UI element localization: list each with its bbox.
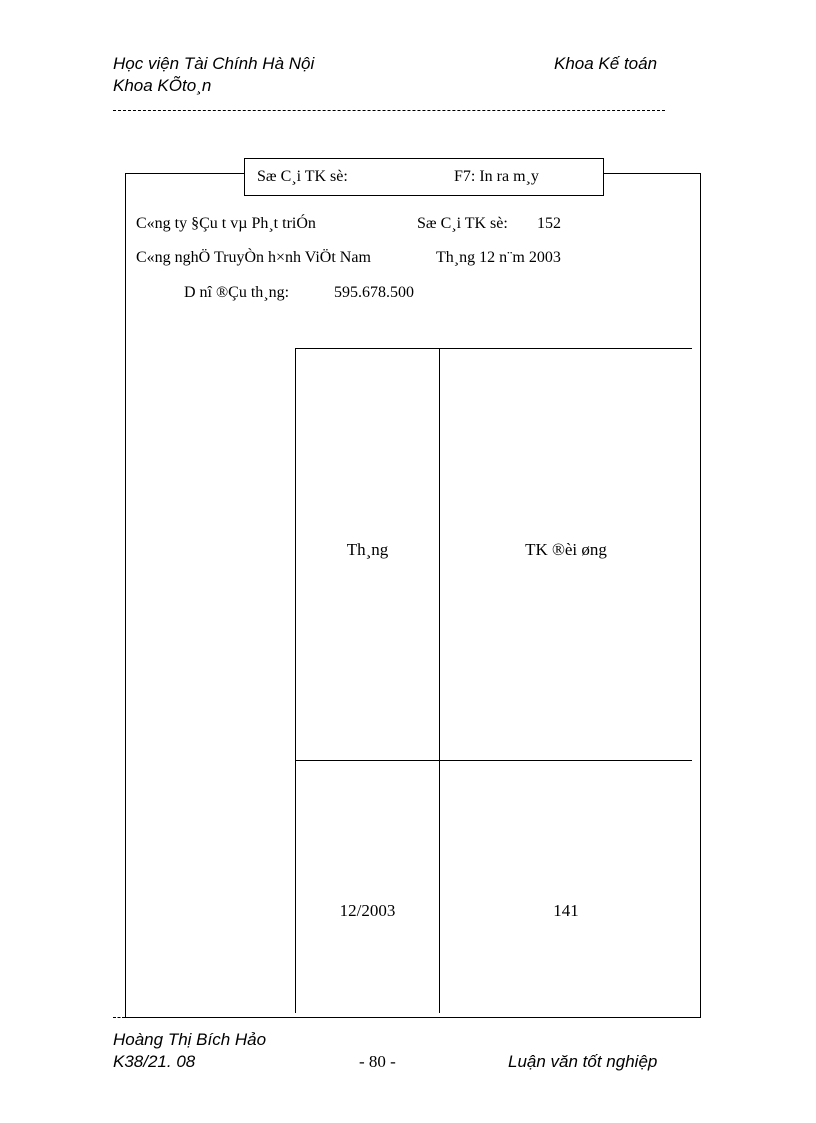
frame-left-border	[125, 173, 126, 1018]
account-number: 152	[537, 215, 561, 232]
account-label: Sæ C¸i TK sè:	[417, 215, 508, 232]
footer-divider	[113, 1017, 125, 1018]
company-name-line2: C«ng nghÖ TruyÒn h×nh ViÖt Nam	[136, 249, 371, 266]
opening-balance-value: 595.678.500	[334, 284, 414, 301]
table-cell-contra-account: 141	[553, 901, 579, 920]
column-header-month: Th¸ng	[346, 540, 389, 559]
frame-bottom-border	[125, 1017, 701, 1018]
header-department: Khoa KÕto¸n	[113, 76, 212, 95]
header-school: Học viện Tài Chính Hà Nội	[113, 54, 315, 73]
page-number: - 80 -	[359, 1052, 396, 1071]
table-top-border	[295, 348, 692, 349]
frame-top-right	[604, 173, 701, 174]
title-print-option: F7: In ra m¸y	[454, 168, 539, 185]
column-header-contra-account: TK ®èi øng	[525, 540, 607, 559]
frame-right-border	[700, 173, 701, 1018]
title-ledger-label: Sæ C¸i TK sè:	[257, 168, 348, 185]
footer-thesis: Luận văn tốt nghiệp	[508, 1052, 658, 1071]
header-divider	[113, 110, 665, 111]
table-cell-month: 12/2003	[339, 901, 396, 920]
header-right-department: Khoa Kế toán	[554, 54, 658, 73]
frame-top-left	[125, 173, 244, 174]
company-name-line1: C«ng ty §Çu t vµ Ph¸t triÓn	[136, 215, 316, 232]
footer-class: K38/21. 08	[113, 1052, 196, 1071]
table-row-divider	[295, 760, 692, 761]
form-title-box	[244, 158, 604, 196]
period-label: Th¸ng 12 n¨m 2003	[436, 249, 561, 266]
opening-balance-label: D nî ®Çu th¸ng:	[184, 284, 290, 301]
footer-author: Hoàng Thị Bích Hảo	[113, 1030, 267, 1049]
